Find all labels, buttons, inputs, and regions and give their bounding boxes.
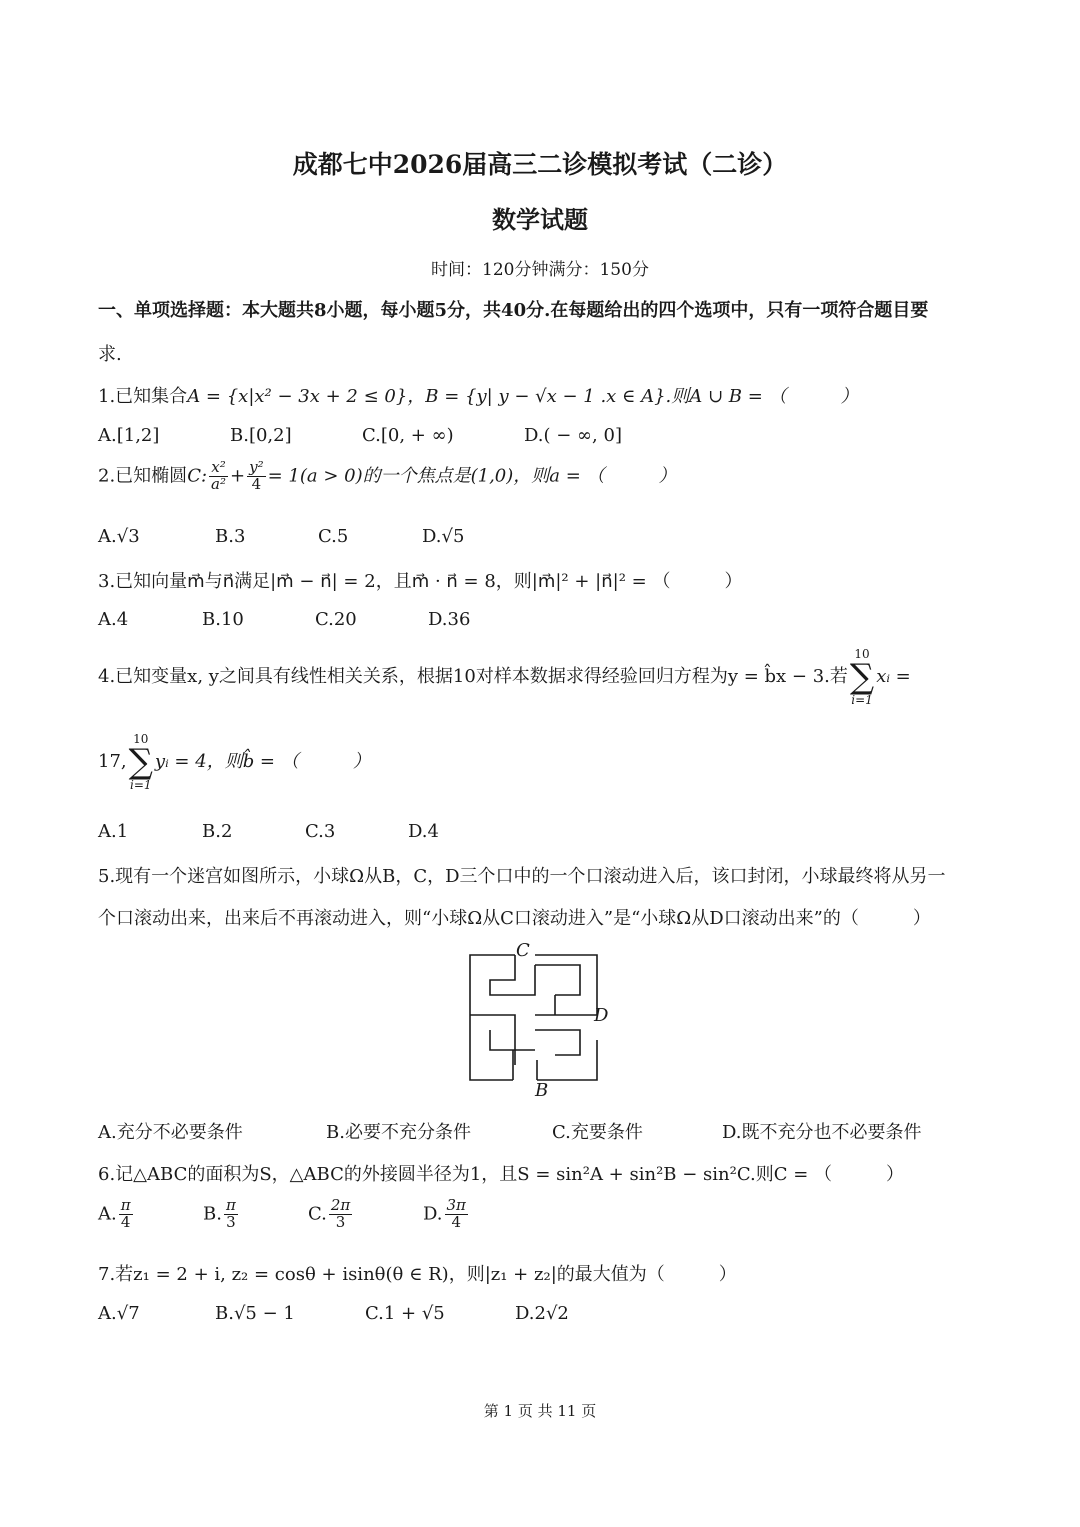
q2-option-d: D.√5 [422, 526, 465, 547]
q4-option-a: A.1 [98, 821, 129, 842]
q6-option-b: B. $\frac{\pi}{3}$ [203, 1196, 236, 1231]
q5-option-d: D.既不充分也不必要条件 [722, 1122, 922, 1143]
q7-option-c: C.1 + √5 [365, 1303, 445, 1324]
q4-sum-x-term: xᵢ = [876, 666, 911, 687]
q2-c: C: [187, 465, 208, 487]
question-5-line-2: 个口滚动出来，出来后不再滚动进入，则“小球Ω从C口滚动进入”是“小球Ω从D口滚动出来”的（ ） [98, 908, 931, 929]
q1-option-b: B.[0,2] [230, 425, 292, 446]
q2-stem-b: = 1(a > 0)的一个焦点是(1,0)，则a = （ ） [267, 465, 677, 487]
q6-option-d: D. $\frac{3\pi}{4}$ [423, 1196, 466, 1231]
q2-stem-a: 2.已知椭圆 [98, 465, 188, 487]
q2-fraction-y: $\frac{\text{y²}}{4}$ [249, 458, 264, 493]
q7-option-d: D.2√2 [515, 1303, 569, 1324]
exam-title: 成都七中2026届高三二诊模拟考试（二诊） [292, 150, 788, 179]
section-1-heading [98, 296, 928, 322]
q5-option-b: B.必要不充分条件 [326, 1122, 471, 1143]
q2-option-a: A.√3 [98, 526, 140, 547]
question-3: 3.已知向量m⃗与n⃗满足|m⃗ − n⃗| = 2，且m⃗ · n⃗ = 8，则|m⃗|² + |n⃗|² = （ ） [98, 571, 743, 592]
question-6: 6.记△ABC的面积为S，△ABC的外接圆半径为1，且S = sin²A + sin²B − sin²C.则C = （ ） [98, 1164, 904, 1185]
q4-option-b: B.2 [202, 821, 233, 842]
maze-label-d: D [594, 1005, 609, 1026]
q1-option-d: D.( − ∞, 0] [524, 425, 622, 446]
section-1-title: 一、单项选择题： [98, 300, 242, 321]
question-4-line-1 [98, 648, 911, 706]
q4-option-d: D.4 [408, 821, 439, 842]
section-1-desc: 本大题共8小题，每小题5分，共40分.在每题给出的四个选项中，只有一项符合题目要 [242, 300, 929, 321]
q3-option-a: A.4 [98, 609, 129, 630]
q6-option-a: A. $\frac{\pi}{4}$ [98, 1196, 131, 1231]
q1-option-c: C.[0, + ∞) [362, 425, 454, 446]
q2-option-b: B.3 [215, 526, 246, 547]
question-5-line-1: 5.现有一个迷宫如图所示，小球Ω从B，C，D三个口中的一个口滚动进入后，该口封闭，小球最终将从另一 [98, 866, 946, 887]
q4-line2-a: 17, [98, 751, 127, 772]
subject-title: 数学试题 [492, 205, 588, 234]
q5-option-a: A.充分不必要条件 [98, 1122, 243, 1143]
q4-option-c: C.3 [305, 821, 336, 842]
page-footer: 第 1 页 共 11 页 [483, 1402, 597, 1420]
q4-sum-y-term: yᵢ = 4，则b̂ = （ ） [154, 751, 371, 772]
exam-meta: 时间：120分钟满分：150分 [431, 260, 649, 280]
maze-label-c: C [516, 940, 530, 961]
q3-option-c: C.20 [315, 609, 357, 630]
q6-option-c: C. $\frac{2\pi}{3}$ [308, 1196, 351, 1231]
question-1 [98, 382, 859, 408]
q4-sum-x: 10 ∑ i=1 [849, 647, 875, 707]
section-1-desc-2: 求. [98, 344, 122, 365]
q4-sum-y: 10 ∑ i=1 [128, 732, 153, 792]
q7-option-b: B.√5 − 1 [215, 1303, 295, 1324]
q1-option-a: A.[1,2] [98, 425, 160, 446]
q1-stem-b: A = {x|x² − 3x + 2 ≤ 0}，B = {y| y − √x − 1 .x ∈ A}.则A ∪ B = （ ） [187, 386, 859, 407]
question-4-line-2 [98, 733, 371, 791]
q2-plus: + [230, 465, 246, 487]
q3-option-d: D.36 [428, 609, 471, 630]
question-7: 7.若z₁ = 2 + i, z₂ = cosθ + isinθ(θ ∈ R)，则|z₁ + z₂|的最大值为（ ） [98, 1264, 737, 1285]
q2-fraction-x: $\frac{\text{x²}}{\text{a²}}$ [211, 458, 226, 493]
q7-option-a: A.√7 [98, 1303, 140, 1324]
q2-option-c: C.5 [318, 526, 349, 547]
question-2 [98, 460, 677, 493]
q5-option-c: C.充要条件 [552, 1122, 643, 1143]
q1-stem-a: 1.已知集合 [98, 386, 188, 407]
q3-option-b: B.10 [202, 609, 244, 630]
maze-label-b: B [535, 1080, 549, 1101]
q4-stem-a: 4.已知变量x, y之间具有线性相关关系，根据10对样本数据求得经验回归方程为y = b̂x − 3.若 [98, 666, 848, 687]
